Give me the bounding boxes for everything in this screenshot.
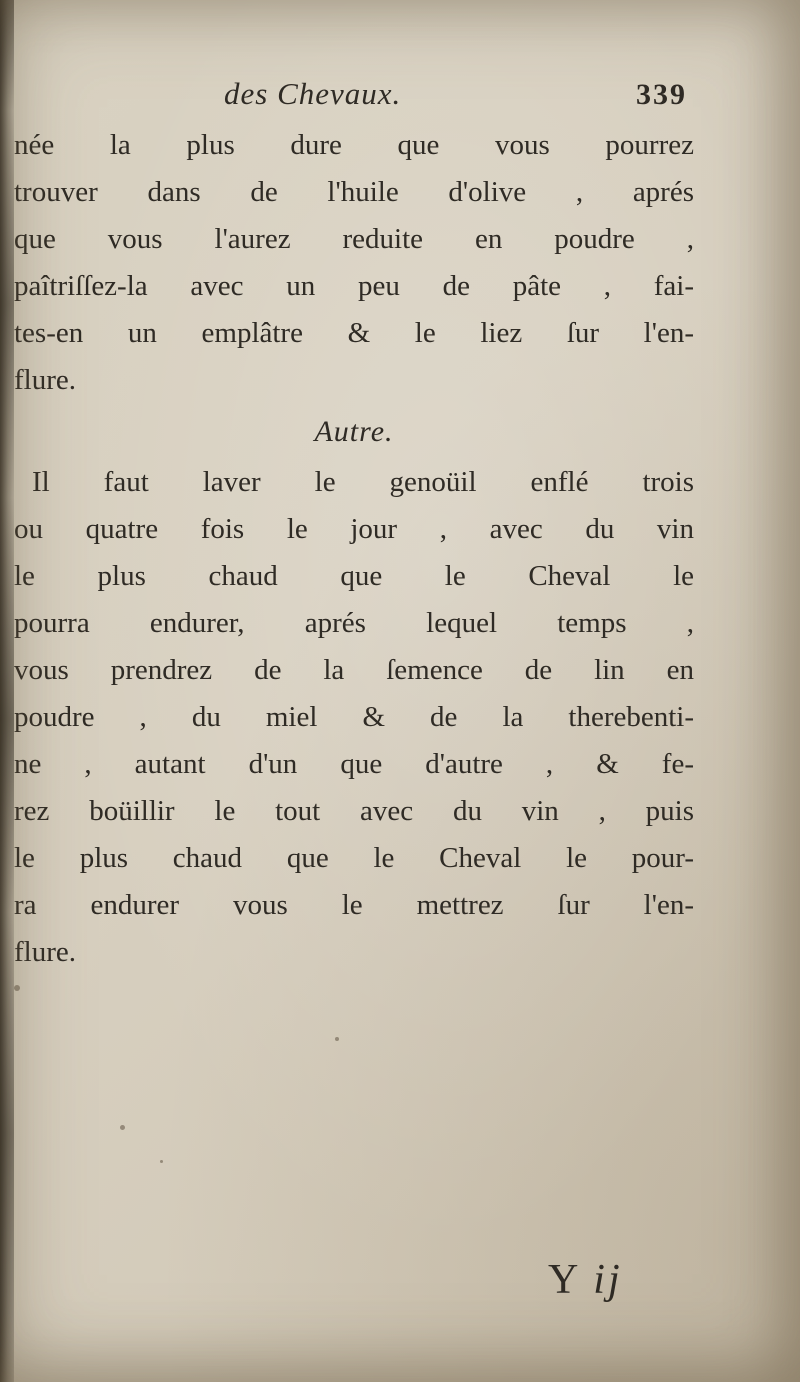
text-line: poudre , du miel & de la therebenti- [14, 701, 694, 733]
text-line: née la plus dure que vous pourrez [14, 129, 694, 161]
binding-shadow [0, 0, 14, 1382]
text-line: pourra endurer, aprés lequel temps , [14, 607, 694, 639]
signature-numeral: ij [593, 1257, 623, 1303]
text-line: trouver dans de l'huile d'olive , aprés [14, 176, 694, 208]
text-line: rez boüillir le tout avec du vin , puis [14, 795, 694, 827]
body-text [14, 122, 694, 976]
age-speck [160, 1160, 163, 1163]
running-title: des Chevaux. [224, 76, 402, 111]
text-line: le plus chaud que le Cheval le [14, 560, 694, 592]
text-line: flure. [14, 936, 76, 968]
page-number: 339 [636, 78, 687, 111]
age-speck [14, 985, 20, 991]
page-header [14, 76, 800, 120]
text-line: que vous l'aurez reduite en poudre , [14, 223, 694, 255]
text-line: vous prendrez de la ſemence de lin en [14, 654, 694, 686]
text-line: Il faut laver le genoüil enflé trois [32, 466, 694, 498]
signature-letter: Y [548, 1257, 580, 1303]
text-line: paîtriſſez-la avec un peu de pâte , fai- [14, 270, 694, 302]
text-line: ra endurer vous le mettrez ſur l'en- [14, 889, 694, 921]
section-heading: Autre. [314, 415, 394, 448]
text-line: le plus chaud que le Cheval le pour- [14, 842, 694, 874]
age-speck [120, 1125, 125, 1130]
text-line: tes-en un emplâtre & le liez ſur l'en- [14, 317, 694, 349]
text-line: flure. [14, 364, 76, 396]
text-line: ou quatre fois le jour , avec du vin [14, 513, 694, 545]
signature-mark [548, 1256, 623, 1304]
age-speck [335, 1037, 339, 1041]
text-line: ne , autant d'un que d'autre , & fe- [14, 748, 694, 780]
